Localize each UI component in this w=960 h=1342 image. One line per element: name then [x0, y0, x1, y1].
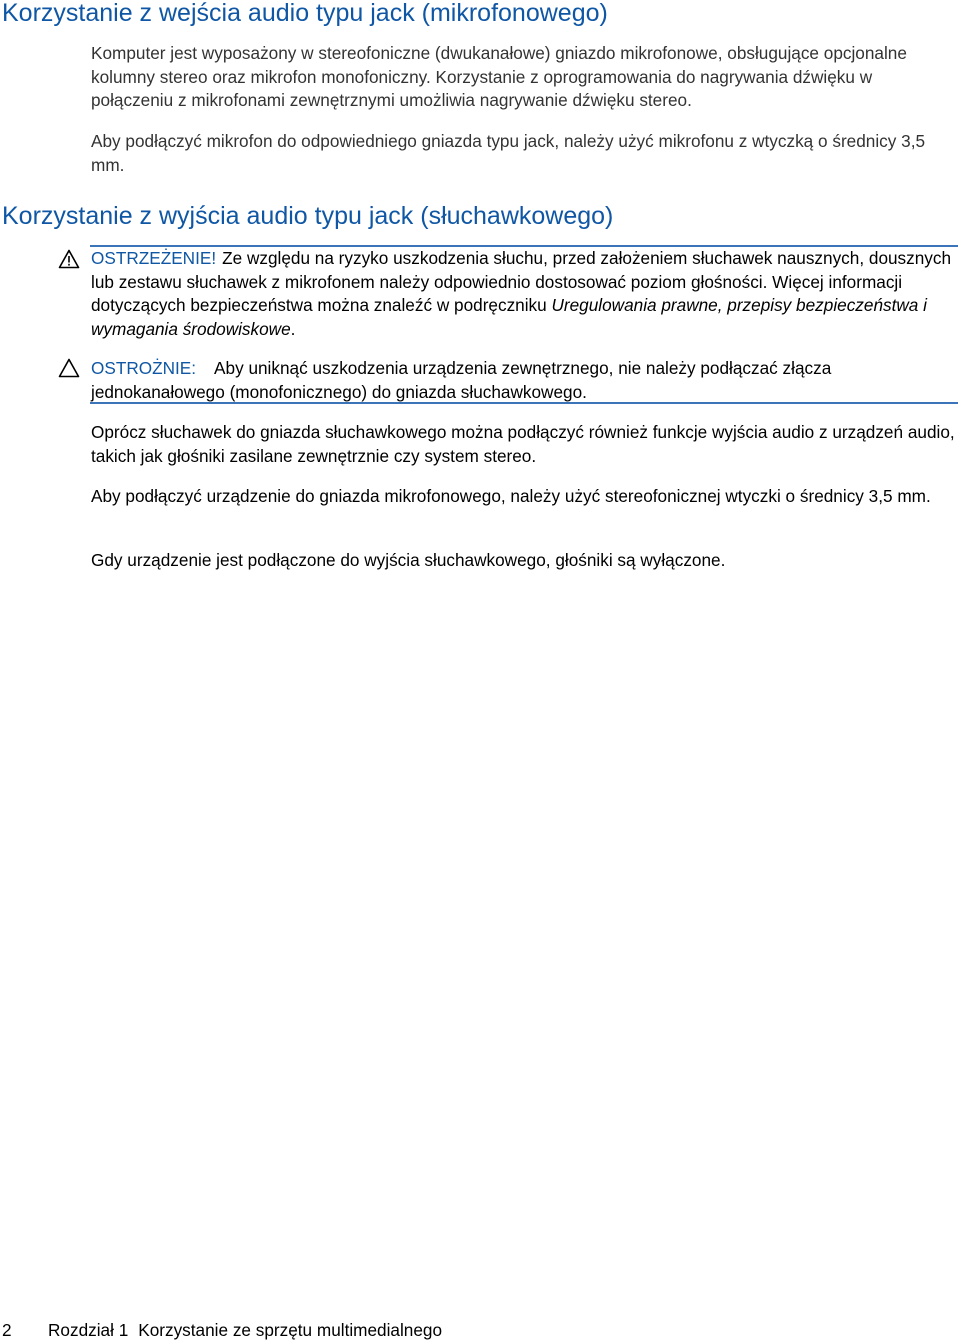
caution-bottom-rule — [90, 402, 958, 404]
warning-label: OSTRZEŻENIE! — [91, 248, 217, 268]
warning-text: Ze względu na ryzyko uszkodzenia słuchu, przed założeniem słuchawek nausznych, dousznych lub zestawu słuchawek z mikrofonem należy odpowiednio dostosować poziom głośności. Więcej informacji dotyczących bezpieczeństwa można znaleźć w podręczniku — [91, 248, 952, 315]
section-heading-headphone-output: Korzystanie z wyjścia audio typu jack (słuchawkowego) — [2, 202, 614, 230]
chapter-label: Rozdział 1 — [48, 1320, 129, 1340]
caution-triangle-icon — [58, 358, 80, 378]
warning-text-end: . — [290, 318, 296, 339]
warning-document-title: Uregulowania prawne, przepisy bezpieczeństwa i wymagania środowiskowe — [91, 295, 927, 339]
paragraph-microphone-plug: Aby podłączyć mikrofon do odpowiedniego gniazda typu jack, należy użyć mikrofonu z wtyczką o średnicy 3,5 mm. — [91, 131, 926, 175]
page-number: 2 — [2, 1320, 12, 1340]
paragraph-headphone-jack-uses: Oprócz słuchawek do gniazda słuchawkowego można podłączyć również funkcje wyjścia audio z urządzeń audio, takich jak głośniki zasilane zewnętrznie czy system stereo. — [91, 422, 955, 466]
paragraph-speakers-disabled: Gdy urządzenie jest podłączone do wyjścia słuchawkowego, głośniki są wyłączone. — [91, 550, 726, 570]
section-heading-microphone-input: Korzystanie z wejścia audio typu jack (mikrofonowego) — [2, 0, 608, 27]
caution-text: Aby uniknąć uszkodzenia urządzenia zewnętrznego, nie należy podłączać złącza jednokanałowego (monofonicznego) do gniazda słuchawkowego. — [91, 358, 832, 402]
chapter-title: Korzystanie ze sprzętu multimedialnego — [138, 1320, 443, 1340]
warning-triangle-icon — [58, 249, 80, 269]
caution-body — [91, 357, 960, 404]
warning-body — [91, 247, 960, 341]
paragraph-microphone-intro: Komputer jest wyposażony w stereofoniczne (dwukanałowe) gniazdo mikrofonowe, obsługujące opcjonalne kolumny stereo oraz mikrofon monofoniczny. Korzystanie z oprogramowania do nagrywania dźwięku w połączeniu z mikrofonami zewnętrznymi umożliwia nagrywanie dźwięku stereo. — [91, 43, 907, 110]
page-footer — [2, 1319, 442, 1341]
paragraph-stereo-plug: Aby podłączyć urządzenie do gniazda mikrofonowego, należy użyć stereofonicznej wtyczki o średnicy 3,5 mm. — [91, 486, 931, 506]
caution-label: OSTROŻNIE: — [91, 358, 197, 378]
